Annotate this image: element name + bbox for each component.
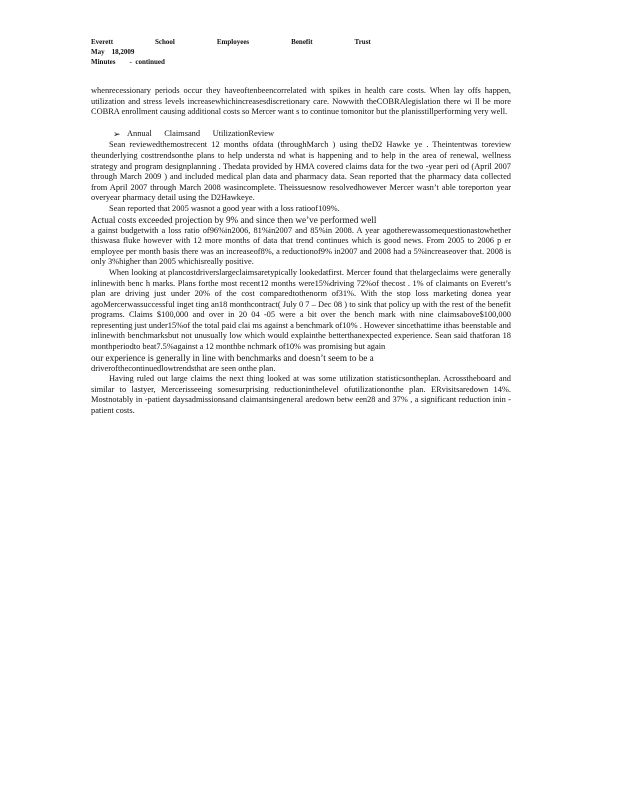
header-word: Trust (354, 38, 371, 46)
section-title: Annual Claimsand UtilizationReview (127, 128, 275, 138)
paragraph-large-claims: When looking at plancostdriverslargeclaimsaretypically lookedatfirst. Mercer found that thelargeclaims were generally inlinewith benc h marks. Plans forthe most recent12 months were15%driving 72%of thecost . 1% of claimants on Everett’s plan are driving just under 20% of the cost comparedtothenorm of31%. With the stop loss marketing donea year agoMercerwassuccessful inget ting an18 monthcontract( July 0 7 – Dec 08 ) to sink that policy up with the rest of the benefit programs. Claims $100,000 and over in 20 04 -05 were a bit over the bench mark with nine claimsabove$100,000 representing just under15%of the total paid clai ms against a benchmark of10% . However sincethattime ithas beenstable and inlinewith benchmarksbut not unusually low which would explainthe betterthanexpected experience. Sean said thatforan 18 monthperiodto beat7.5%against a 12 monthbe nchmark of10% was promising but again (91, 267, 511, 352)
header-word: School (155, 38, 175, 46)
paragraph-review-intro: Sean reviewedthemostrecent 12 months ofdata (throughMarch ) using theD2 Hawke ye . Theintentwas toreview theunderlying costtrendsonthe plans to help understa nd what is happening and to help in the area of renewal, wellness strategy and program designplanning . Thedata provided by HMA covered claims data for the two -year peri od (April 2007 through March 2009 ) and included medical plan data and pharmacy data. Sean reported that the pharmacy data collected from April 2007 through March 2008 wasincomplete. Theissuesnow resolvedhowever Mercer wasn’t able toreporton year overyear pharmacy detail using the D2Hawkeye. (91, 140, 511, 203)
header-continued: Minutes - continued (91, 58, 165, 66)
paragraph-utilization: Having ruled out large claims the next thing looked at was some utilization statisticsontheplan. Acrosstheboard and similar to lastyer, Mercerisseeing somesurprising reductioninthelevel ofutilizationonthe plan. ERvisitsaredown 14%. Mostnotably in -patient daysadmissionsand claimantsingeneral aredown betw een28 and 37% , a significant reduction inin -patient costs. (91, 374, 511, 416)
arrow-bullet-icon: ➢ (113, 128, 121, 139)
header-date: May 18,2009 (91, 48, 135, 56)
header-word: Employees (216, 38, 250, 46)
section-heading (113, 129, 511, 140)
paragraph-recession: whenrecessionary periods occur they haveoftenbeencorrelated with spikes in health care costs. When lay offs happen, utilization and stress levels increasewhichincreasesdiscretionary care. Nowwith theCOBRAlegislation there wi ll be more COBRA enrollment causing additional costs so Mercer want s to continue tomonitor but the planisstillperforming very well. (91, 86, 511, 117)
paragraph-actual-costs: Actual costs exceeded projection by 9% and since then we’ve performed well (91, 214, 377, 225)
header-organization (91, 37, 413, 47)
minutes-body (91, 86, 511, 417)
paragraph-low-trends: driverofthecontinuedlowtrendsthat are seen onthe plan. (91, 363, 276, 373)
paragraph-benchmarks-line: our experience is generally in line with benchmarks and doesn’t seem to be a (91, 352, 374, 363)
paragraph-budget-performance: a gainst budgetwith a loss ratio of96%in2006, 81%in2007 and 85%in 2008. A year agotherewassomequestionastowhether thiswasa fluke however with 12 more months of data that trend continues which is good news. From 2005 to 2006 p er employee per month basis there was an increaseof8%, a reductionof9% in2007 and 2008 had a 5%increaseover that. 2008 is only 3%higher than 2005 whichisreally positive. (91, 225, 511, 267)
header-word: Everett (91, 38, 114, 46)
minutes-header (91, 37, 413, 67)
paragraph-loss-ratio-2005: Sean reported that 2005 wasnot a good year with a loss ratioof109%. (109, 203, 340, 213)
header-word: Benefit (291, 38, 313, 46)
